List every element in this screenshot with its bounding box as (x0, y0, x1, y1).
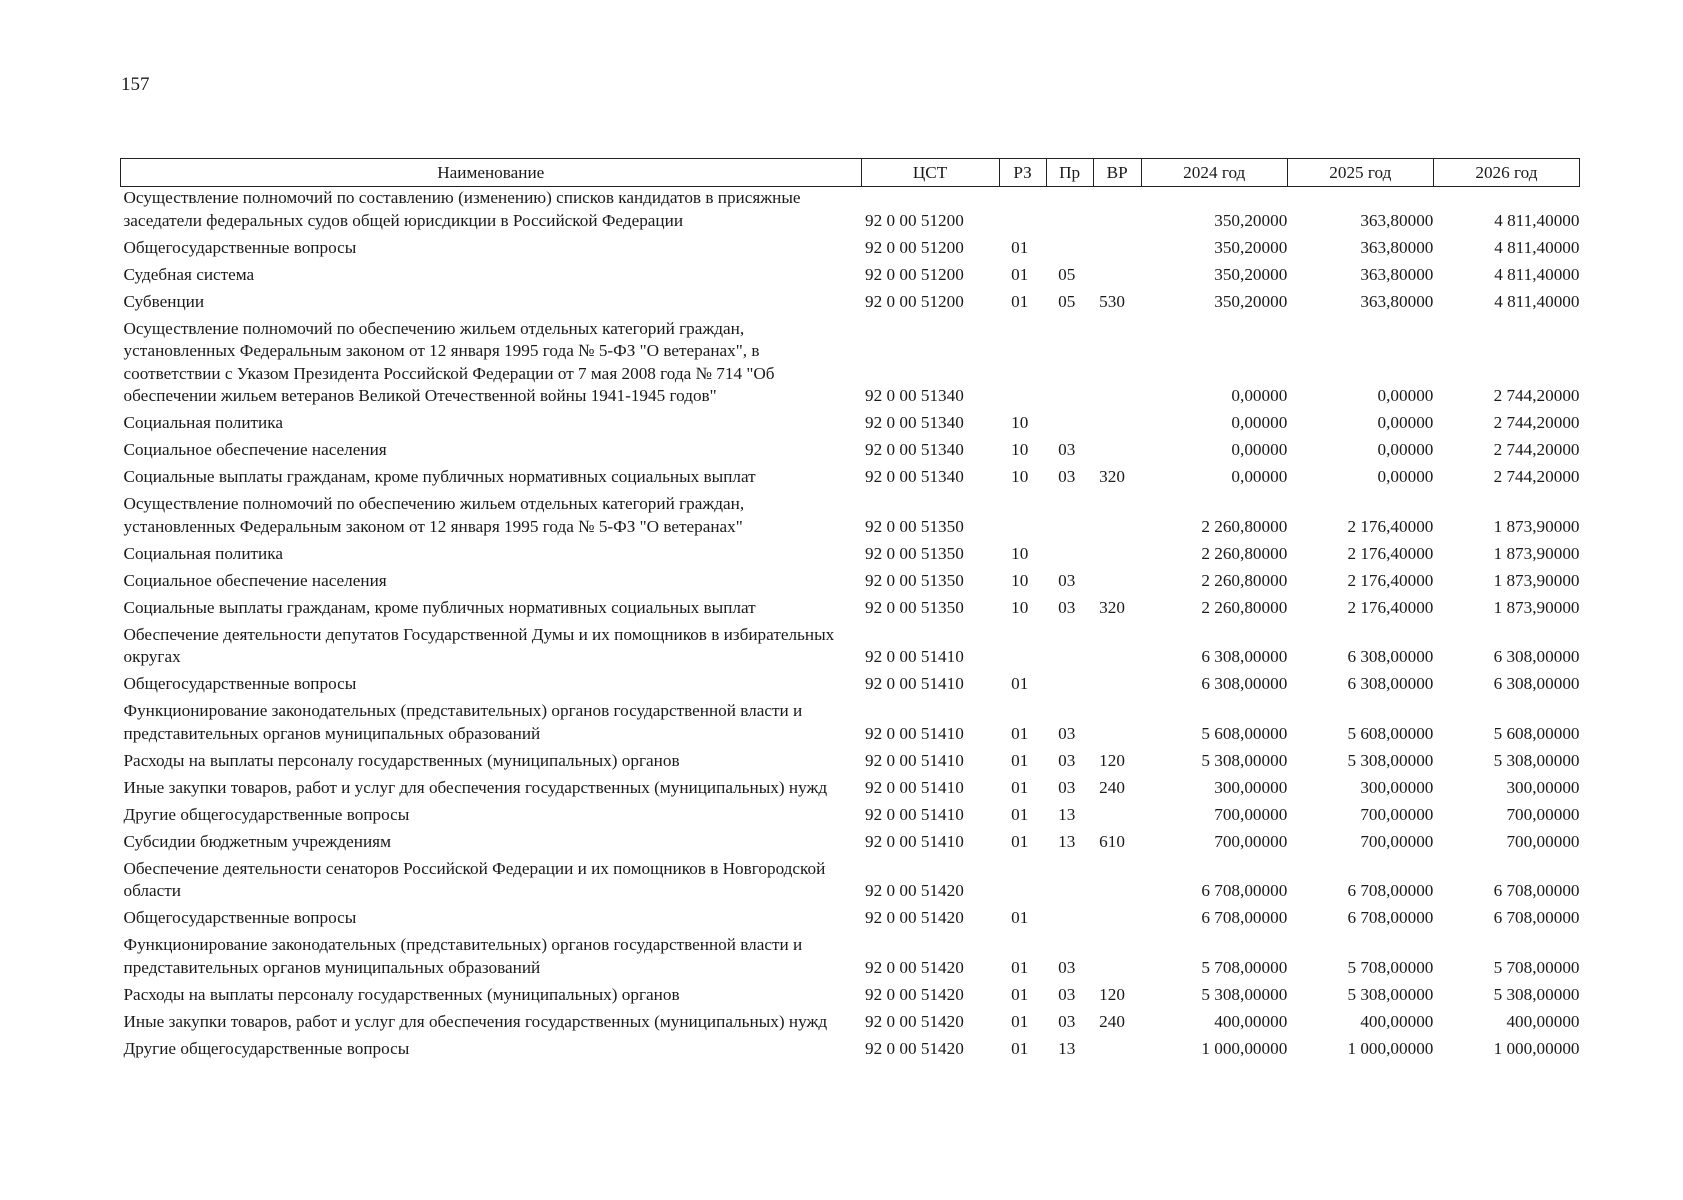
row-cst: 92 0 00 51420 (865, 881, 964, 900)
row-amount-2024: 0,00000 (1231, 467, 1288, 486)
row-cst: 92 0 00 51340 (865, 467, 964, 486)
row-name: Обеспечение деятельности депутатов Государственной Думы и их помощников в избирательных округах (123, 624, 835, 666)
row-amount-2025: 6 308,00000 (1347, 674, 1434, 693)
header-vr: ВР (1093, 159, 1141, 187)
row-vr (1093, 538, 1141, 565)
row-rz: 10 (1011, 413, 1029, 432)
row-vr (1093, 187, 1141, 233)
row-pr: 13 (1058, 804, 1076, 824)
row-rz (999, 853, 1046, 903)
row-amount-2026: 6 308,00000 (1493, 674, 1580, 693)
row-cst: 92 0 00 51420 (865, 1038, 964, 1058)
row-name: Другие общегосударственные вопросы (123, 804, 410, 824)
row-amount-2024: 1 000,00000 (1201, 1038, 1288, 1058)
header-rz: РЗ (999, 159, 1046, 187)
row-amount-2025: 2 176,40000 (1347, 543, 1434, 563)
row-amount-2024: 350,20000 (1214, 264, 1288, 284)
row-amount-2026: 1 873,90000 (1493, 570, 1580, 590)
row-vr (1093, 903, 1141, 930)
row-amount-2025: 6 708,00000 (1347, 881, 1434, 900)
row-amount-2026: 2 744,20000 (1493, 467, 1580, 486)
row-rz: 01 (1011, 984, 1029, 1004)
table-row (121, 592, 1580, 619)
row-amount-2025: 363,80000 (1360, 264, 1434, 284)
header-2026: 2026 год (1433, 159, 1579, 187)
row-name: Иные закупки товаров, работ и услуг для обеспечения государственных (муниципальных) нужд (123, 1011, 828, 1031)
row-pr: 13 (1058, 831, 1076, 851)
row-name: Функционирование законодательных (представительных) органов государственной власти и представительных органов муниципальных образований (123, 701, 803, 743)
row-amount-2024: 6 308,00000 (1201, 647, 1288, 666)
table-row (121, 565, 1580, 592)
row-pr (1046, 669, 1093, 696)
row-amount-2026: 1 873,90000 (1493, 516, 1580, 536)
row-pr: 03 (1058, 597, 1076, 617)
row-name: Иные закупки товаров, работ и услуг для обеспечения государственных (муниципальных) нужд (123, 777, 828, 797)
table-row (121, 232, 1580, 259)
row-amount-2024: 0,00000 (1231, 440, 1288, 459)
row-amount-2026: 400,00000 (1506, 1011, 1580, 1031)
row-amount-2026: 4 811,40000 (1494, 264, 1580, 284)
row-name: Осуществление полномочий по обеспечению жильем отдельных категорий граждан, установленных Федеральным законом от 12 января 1995 года № 5-ФЗ "О ветеранах" (123, 494, 745, 536)
row-vr: 240 (1099, 777, 1125, 797)
table-row (121, 745, 1580, 772)
budget-table (120, 158, 1580, 1060)
row-vr (1093, 1033, 1141, 1060)
row-amount-2026: 6 308,00000 (1493, 647, 1580, 666)
row-pr (1046, 313, 1093, 408)
row-vr (1093, 489, 1141, 539)
row-amount-2026: 300,00000 (1506, 777, 1580, 797)
row-name: Субсидии бюджетным учреждениям (123, 831, 391, 851)
row-cst: 92 0 00 51200 (865, 291, 964, 311)
row-vr (1093, 408, 1141, 435)
row-amount-2025: 1 000,00000 (1347, 1038, 1434, 1058)
row-cst: 92 0 00 51200 (865, 264, 964, 284)
table-row (121, 669, 1580, 696)
table-body (121, 187, 1580, 1061)
row-name: Осуществление полномочий по обеспечению жильем отдельных категорий граждан, установленных Федеральным законом от 12 января 1995 года № 5-ФЗ "О ветеранах", в соответствии с Указом Президента Российской Федерации от 7 мая 2008 года № 714 "Об обеспечении жильем ветеранов Великой Отечественной войны 1941-1945 годов" (123, 318, 775, 405)
row-amount-2025: 5 308,00000 (1347, 750, 1434, 770)
row-amount-2026: 1 000,00000 (1493, 1038, 1580, 1058)
row-cst: 92 0 00 51410 (865, 723, 964, 743)
row-rz: 01 (1011, 1038, 1029, 1058)
row-vr: 320 (1099, 467, 1125, 486)
row-amount-2024: 5 608,00000 (1201, 723, 1288, 743)
row-vr (1093, 930, 1141, 980)
row-pr: 05 (1058, 291, 1076, 311)
row-cst: 92 0 00 51410 (865, 647, 964, 666)
row-rz: 10 (1011, 543, 1029, 563)
row-cst: 92 0 00 51410 (865, 804, 964, 824)
row-rz (999, 187, 1046, 233)
row-name: Функционирование законодательных (представительных) органов государственной власти и представительных органов муниципальных образований (123, 935, 803, 977)
row-amount-2024: 0,00000 (1231, 386, 1288, 405)
row-pr: 03 (1058, 467, 1076, 486)
row-amount-2024: 400,00000 (1214, 1011, 1288, 1031)
table-row (121, 1006, 1580, 1033)
page-number: 157 (121, 74, 150, 95)
row-amount-2024: 2 260,80000 (1201, 543, 1288, 563)
row-cst: 92 0 00 51350 (865, 570, 964, 590)
row-amount-2025: 363,80000 (1360, 210, 1434, 230)
row-vr (1093, 313, 1141, 408)
row-cst: 92 0 00 51350 (865, 543, 964, 563)
row-rz: 10 (1011, 570, 1029, 590)
row-cst: 92 0 00 51420 (865, 957, 964, 977)
row-pr (1046, 538, 1093, 565)
row-amount-2026: 6 708,00000 (1493, 908, 1580, 927)
row-rz: 01 (1011, 957, 1029, 977)
header-name: Наименование (121, 159, 862, 187)
row-amount-2025: 5 308,00000 (1347, 984, 1434, 1004)
row-amount-2026: 1 873,90000 (1493, 543, 1580, 563)
row-vr: 320 (1099, 597, 1125, 617)
table-row (121, 489, 1580, 539)
row-name: Общегосударственные вопросы (123, 908, 357, 927)
row-cst: 92 0 00 51410 (865, 674, 964, 693)
table-row (121, 286, 1580, 313)
row-amount-2024: 700,00000 (1214, 831, 1288, 851)
row-name: Социальные выплаты гражданам, кроме публичных нормативных социальных выплат (123, 467, 756, 486)
row-amount-2025: 0,00000 (1377, 413, 1434, 432)
row-amount-2025: 363,80000 (1360, 237, 1434, 257)
row-cst: 92 0 00 51410 (865, 831, 964, 851)
row-amount-2025: 2 176,40000 (1347, 516, 1434, 536)
header-pr: Пр (1046, 159, 1093, 187)
table-row (121, 408, 1580, 435)
row-pr: 03 (1058, 750, 1076, 770)
row-cst: 92 0 00 51350 (865, 597, 964, 617)
row-amount-2026: 4 811,40000 (1494, 237, 1580, 257)
row-rz (999, 313, 1046, 408)
table-row (121, 826, 1580, 853)
row-pr (1046, 903, 1093, 930)
row-name: Расходы на выплаты персоналу государственных (муниципальных) органов (123, 984, 680, 1004)
row-amount-2025: 700,00000 (1360, 831, 1434, 851)
row-name: Социальная политика (123, 543, 283, 563)
row-vr: 120 (1099, 750, 1125, 770)
row-rz: 01 (1011, 804, 1029, 824)
row-name: Общегосударственные вопросы (123, 237, 357, 257)
table-row (121, 696, 1580, 746)
row-amount-2024: 350,20000 (1214, 210, 1288, 230)
row-cst: 92 0 00 51340 (865, 386, 964, 405)
row-vr (1093, 669, 1141, 696)
row-amount-2025: 2 176,40000 (1347, 597, 1434, 617)
row-name: Общегосударственные вопросы (123, 674, 357, 693)
row-amount-2026: 4 811,40000 (1494, 291, 1580, 311)
table-row (121, 853, 1580, 903)
row-amount-2024: 5 708,00000 (1201, 957, 1288, 977)
row-amount-2024: 2 260,80000 (1201, 570, 1288, 590)
table-row (121, 930, 1580, 980)
row-rz (999, 489, 1046, 539)
row-cst: 92 0 00 51420 (865, 1011, 964, 1031)
row-rz: 01 (1011, 723, 1029, 743)
row-amount-2025: 400,00000 (1360, 1011, 1434, 1031)
row-pr: 03 (1058, 1011, 1076, 1031)
row-vr: 610 (1099, 831, 1125, 851)
row-amount-2026: 4 811,40000 (1494, 210, 1580, 230)
table-row (121, 259, 1580, 286)
row-amount-2026: 700,00000 (1506, 804, 1580, 824)
row-name: Обеспечение деятельности сенаторов Российской Федерации и их помощников в Новгородской области (123, 858, 826, 900)
table-row (121, 187, 1580, 233)
row-amount-2026: 700,00000 (1506, 831, 1580, 851)
row-vr: 120 (1099, 984, 1125, 1004)
row-name: Субвенции (123, 291, 205, 311)
table-row (121, 903, 1580, 930)
row-name: Судебная система (123, 264, 255, 284)
table-row (121, 619, 1580, 669)
row-vr (1093, 435, 1141, 462)
row-rz: 01 (1011, 1011, 1029, 1031)
row-vr (1093, 565, 1141, 592)
row-pr: 03 (1058, 570, 1076, 590)
row-cst: 92 0 00 51350 (865, 516, 964, 536)
row-rz: 10 (1011, 597, 1029, 617)
row-rz: 01 (1011, 291, 1029, 311)
table-row (121, 979, 1580, 1006)
row-cst: 92 0 00 51420 (865, 984, 964, 1004)
row-rz: 01 (1011, 237, 1029, 257)
row-pr: 03 (1058, 777, 1076, 797)
row-pr (1046, 853, 1093, 903)
row-rz: 10 (1011, 440, 1029, 459)
row-pr (1046, 187, 1093, 233)
row-amount-2025: 6 308,00000 (1347, 647, 1434, 666)
row-amount-2024: 2 260,80000 (1201, 597, 1288, 617)
row-amount-2026: 5 308,00000 (1493, 984, 1580, 1004)
row-vr: 530 (1099, 291, 1125, 311)
row-amount-2024: 700,00000 (1214, 804, 1288, 824)
row-cst: 92 0 00 51200 (865, 210, 964, 230)
row-amount-2024: 5 308,00000 (1201, 750, 1288, 770)
row-amount-2025: 6 708,00000 (1347, 908, 1434, 927)
row-amount-2024: 6 708,00000 (1201, 908, 1288, 927)
table-row (121, 1033, 1580, 1060)
row-cst: 92 0 00 51410 (865, 750, 964, 770)
row-amount-2025: 0,00000 (1377, 386, 1434, 405)
row-vr (1093, 696, 1141, 746)
row-amount-2025: 700,00000 (1360, 804, 1434, 824)
row-cst: 92 0 00 51340 (865, 440, 964, 459)
table-row (121, 462, 1580, 489)
row-vr (1093, 232, 1141, 259)
row-name: Социальное обеспечение населения (123, 440, 387, 459)
row-pr: 03 (1058, 984, 1076, 1004)
row-cst: 92 0 00 51410 (865, 777, 964, 797)
row-pr (1046, 408, 1093, 435)
row-rz: 01 (1011, 908, 1029, 927)
row-amount-2025: 363,80000 (1360, 291, 1434, 311)
row-cst: 92 0 00 51420 (865, 908, 964, 927)
row-amount-2026: 2 744,20000 (1493, 386, 1580, 405)
row-amount-2026: 2 744,20000 (1493, 440, 1580, 459)
row-amount-2024: 6 308,00000 (1201, 674, 1288, 693)
row-vr (1093, 853, 1141, 903)
row-pr (1046, 232, 1093, 259)
row-rz (999, 619, 1046, 669)
header-row (121, 159, 1580, 187)
row-amount-2026: 5 708,00000 (1493, 957, 1580, 977)
row-amount-2026: 6 708,00000 (1493, 881, 1580, 900)
row-amount-2024: 350,20000 (1214, 291, 1288, 311)
row-rz: 01 (1011, 777, 1029, 797)
row-vr (1093, 259, 1141, 286)
row-pr: 05 (1058, 264, 1076, 284)
row-amount-2025: 0,00000 (1377, 440, 1434, 459)
row-vr: 240 (1099, 1011, 1125, 1031)
row-rz: 01 (1011, 264, 1029, 284)
row-amount-2025: 5 708,00000 (1347, 957, 1434, 977)
row-amount-2024: 5 308,00000 (1201, 984, 1288, 1004)
row-rz: 01 (1011, 750, 1029, 770)
row-amount-2025: 2 176,40000 (1347, 570, 1434, 590)
table-row (121, 799, 1580, 826)
row-pr: 13 (1058, 1038, 1076, 1058)
table-header (121, 159, 1580, 187)
row-pr: 03 (1058, 957, 1076, 977)
header-2024: 2024 год (1141, 159, 1287, 187)
row-amount-2024: 0,00000 (1231, 413, 1288, 432)
row-amount-2024: 2 260,80000 (1201, 516, 1288, 536)
row-name: Другие общегосударственные вопросы (123, 1038, 410, 1058)
row-cst: 92 0 00 51200 (865, 237, 964, 257)
row-amount-2025: 5 608,00000 (1347, 723, 1434, 743)
row-name: Социальные выплаты гражданам, кроме публичных нормативных социальных выплат (123, 597, 756, 617)
row-pr (1046, 619, 1093, 669)
row-amount-2026: 2 744,20000 (1493, 413, 1580, 432)
row-rz: 01 (1011, 831, 1029, 851)
row-amount-2026: 5 608,00000 (1493, 723, 1580, 743)
row-rz: 01 (1011, 674, 1029, 693)
row-amount-2025: 300,00000 (1360, 777, 1434, 797)
header-2025: 2025 год (1287, 159, 1433, 187)
row-name: Социальное обеспечение населения (123, 570, 387, 590)
row-pr: 03 (1058, 440, 1076, 459)
row-amount-2026: 1 873,90000 (1493, 597, 1580, 617)
table-row (121, 538, 1580, 565)
table-row (121, 772, 1580, 799)
row-amount-2024: 350,20000 (1214, 237, 1288, 257)
row-amount-2026: 5 308,00000 (1493, 750, 1580, 770)
row-cst: 92 0 00 51340 (865, 413, 964, 432)
table-row (121, 313, 1580, 408)
row-rz: 10 (1011, 467, 1029, 486)
row-pr: 03 (1058, 723, 1076, 743)
row-vr (1093, 799, 1141, 826)
row-amount-2024: 300,00000 (1214, 777, 1288, 797)
row-vr (1093, 619, 1141, 669)
row-name: Расходы на выплаты персоналу государственных (муниципальных) органов (123, 750, 680, 770)
row-amount-2024: 6 708,00000 (1201, 881, 1288, 900)
row-amount-2025: 0,00000 (1377, 467, 1434, 486)
row-pr (1046, 489, 1093, 539)
table-row (121, 435, 1580, 462)
header-cst: ЦСТ (861, 159, 999, 187)
row-name: Социальная политика (123, 413, 283, 432)
row-name: Осуществление полномочий по составлению (изменению) списков кандидатов в присяжные заседатели федеральных судов общей юрисдикции в Российской Федерации (123, 188, 801, 230)
